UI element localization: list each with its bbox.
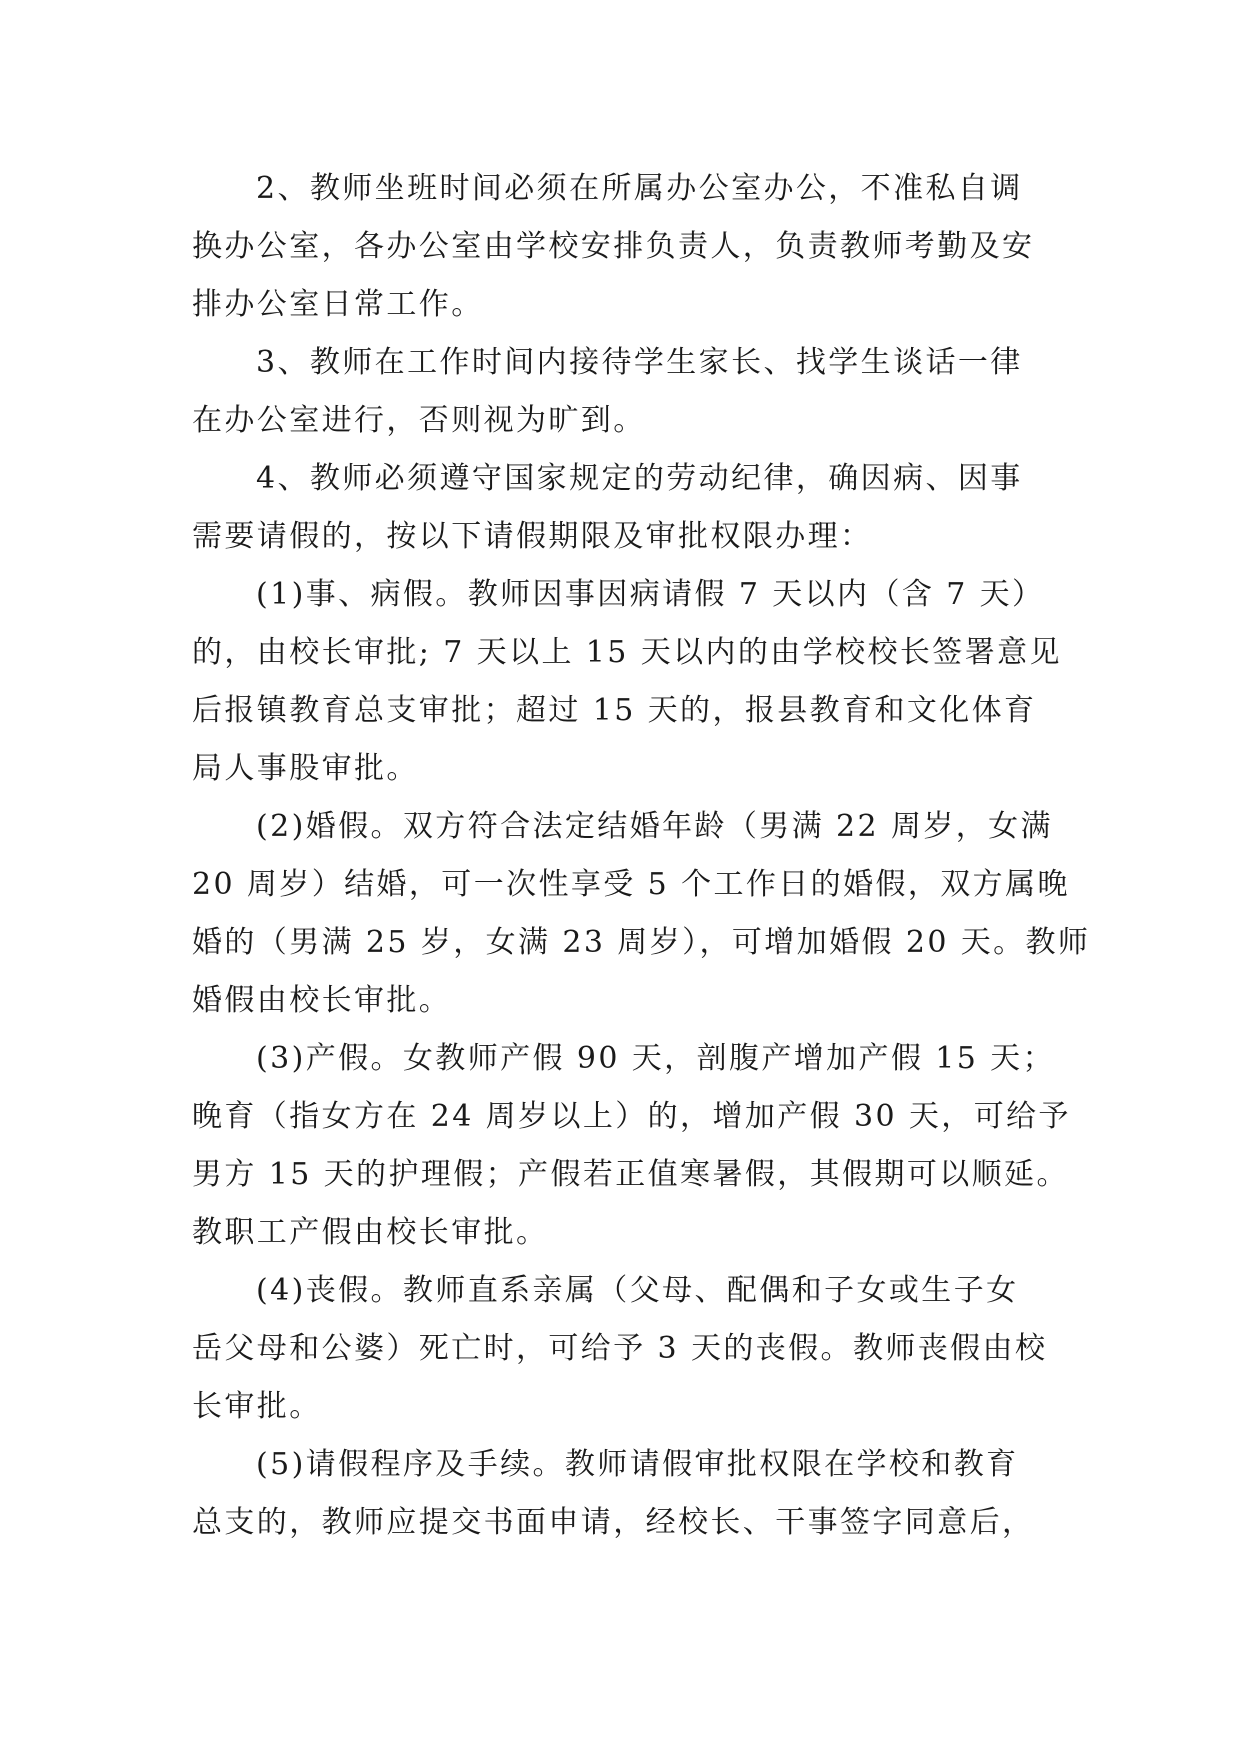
paragraph-leave-procedure: [192, 1436, 1052, 1552]
paragraph-leave-maternity: [192, 1030, 1071, 1262]
text-line: 换办公室，各办公室由学校安排负责人，负责教师考勤及安: [192, 229, 1035, 264]
text-line: 在办公室进行，否则视为旷到。: [192, 403, 646, 438]
text-line: 男方 15 天的护理假；产假若正值寒暑假，其假期可以顺延。: [192, 1157, 1069, 1192]
document-body: [192, 160, 1091, 1552]
text-line: 2、教师坐班时间必须在所属办公室办公，不准私自调: [256, 171, 1023, 206]
text-line: (4)丧假。教师直系亲属（父母、配偶和子女或生子女: [256, 1273, 1019, 1308]
text-line: 婚假由校长审批。: [192, 983, 452, 1018]
paragraph-4: [192, 450, 1052, 566]
text-line: 20 周岁）结婚，可一次性享受 5 个工作日的婚假，双方属晚: [192, 867, 1070, 902]
text-line: (3)产假。女教师产假 90 天，剖腹产增加产假 15 天；: [256, 1041, 1055, 1076]
text-line: 教职工产假由校长审批。: [192, 1215, 549, 1250]
text-line: (1)事、病假。教师因事因病请假 7 天以内（含 7 天）: [256, 577, 1045, 612]
paragraph-3: [192, 334, 1052, 450]
text-line: 的，由校长审批; 7 天以上 15 天以内的由学校校长签署意见: [192, 635, 1062, 670]
text-line: 4、教师必须遵守国家规定的劳动纪律，确因病、因事: [256, 461, 1023, 496]
paragraph-leave-marriage: [192, 798, 1091, 1030]
text-line: 局人事股审批。: [192, 751, 419, 786]
paragraph-leave-bereavement: [192, 1262, 1052, 1436]
text-line: 岳父母和公婆）死亡时，可给予 3 天的丧假。教师丧假由校: [192, 1331, 1048, 1366]
text-line: 长审批。: [192, 1389, 322, 1424]
text-line: 后报镇教育总支审批；超过 15 天的，报县教育和文化体育: [192, 693, 1037, 728]
text-line: (5)请假程序及手续。教师请假审批权限在学校和教育: [256, 1447, 1019, 1482]
text-line: 婚的（男满 25 岁，女满 23 周岁），可增加婚假 20 天。教师: [192, 925, 1091, 960]
text-line: 晚育（指女方在 24 周岁以上）的，增加产假 30 天，可给予: [192, 1099, 1071, 1134]
text-line: 需要请假的，按以下请假期限及审批权限办理：: [192, 519, 873, 554]
paragraph-2: [192, 160, 1052, 334]
paragraph-leave-sick: [192, 566, 1062, 798]
text-line: 3、教师在工作时间内接待学生家长、找学生谈话一律: [256, 345, 1023, 380]
text-line: 总支的，教师应提交书面申请，经校长、干事签字同意后，: [192, 1505, 1035, 1540]
text-line: 排办公室日常工作。: [192, 287, 484, 322]
text-line: (2)婚假。双方符合法定结婚年龄（男满 22 周岁，女满: [256, 809, 1053, 844]
